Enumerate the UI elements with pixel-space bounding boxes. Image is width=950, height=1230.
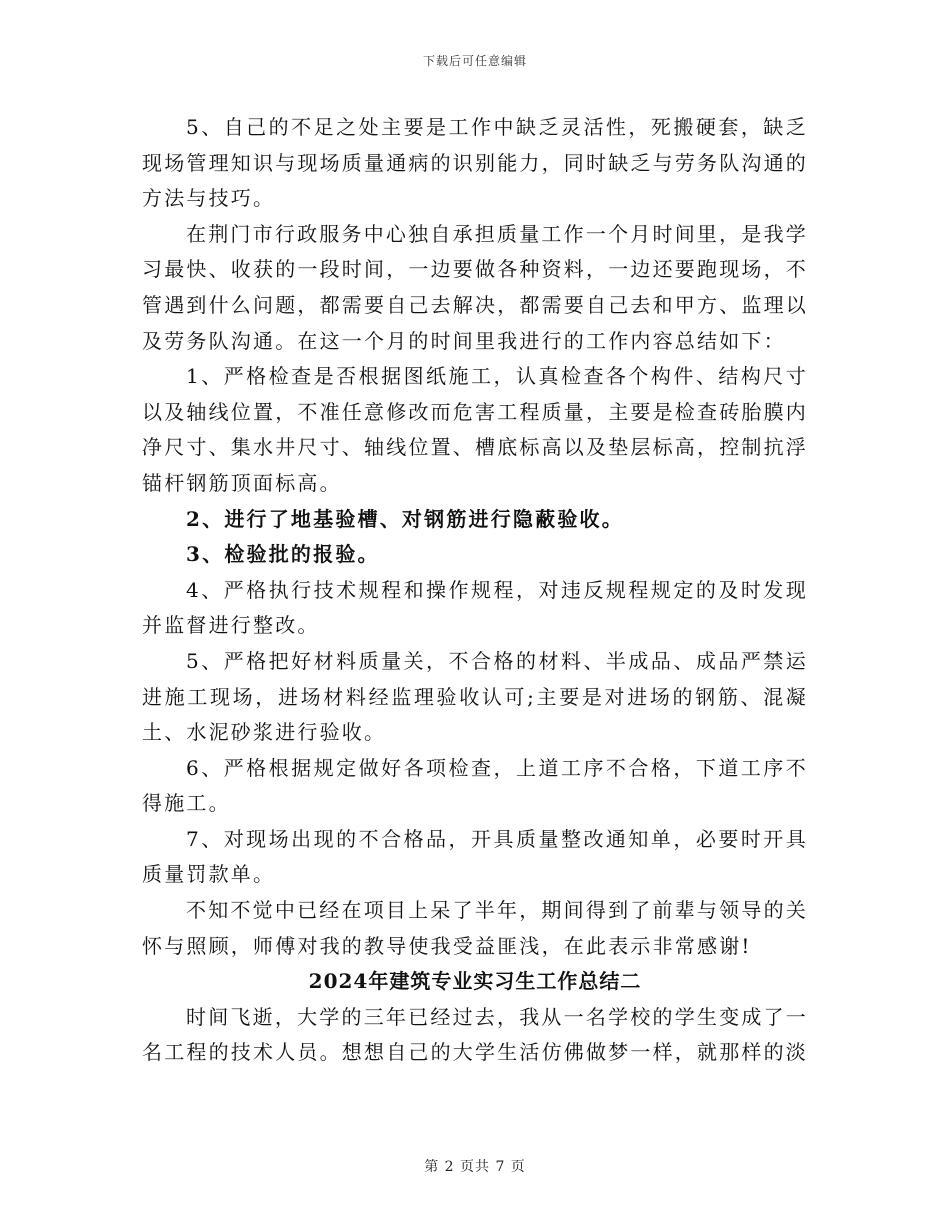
paragraph-shortcomings: 5、自己的不足之处主要是工作中缺乏灵活性，死搬硬套，缺乏现场管理知识与现场质量通病的识别能力，同时缺乏与劳务队沟通的方法与技巧。 (142, 115, 808, 211)
list-item-6: 6、严格根据规定做好各项检查，上道工序不合格，下道工序不得施工。 (142, 755, 808, 816)
list-item-2: 2、进行了地基验槽、对钢筋进行隐蔽验收。 (186, 506, 624, 531)
section-title: 2024年建筑专业实习生工作总结二 (308, 969, 642, 994)
paragraph-thanks: 不知不觉中已经在项目上呆了半年，期间得到了前辈与领导的关怀与照顾，师傅对我的教导使我受益匪浅，在此表示非常感谢! (142, 898, 808, 958)
list-item-7: 7、对现场出现的不合格品，开具质量整改通知单，必要时开具质量罚款单。 (142, 826, 808, 887)
paragraph-intro: 在荆门市行政服务中心独自承担质量工作一个月时间里，是我学习最快、收获的一段时间，一边要做各种资料，一边还要跑现场，不管遇到什么问题，都需要自己去解决，都需要自己去和甲方、监理以及劳务队沟通。在这一个月的时间里我进行的工作内容总结如下： (142, 221, 808, 353)
paragraph-section-two: 时间飞逝，大学的三年已经过去，我从一名学校的学生变成了一名工程的技术人员。想想自己的大学生活仿佛做梦一样，就那样的淡 (142, 1004, 808, 1065)
list-item-4: 4、严格执行技术规程和操作规程，对违反规程规定的及时发现并监督进行整改。 (142, 577, 808, 638)
document-body (142, 110, 808, 1071)
list-item-1: 1、严格检查是否根据图纸施工，认真检查各个构件、结构尺寸以及轴线位置，不准任意修改而危害工程质量，主要是检查砖胎膜内净尺寸、集水井尺寸、轴线位置、槽底标高以及垫层标高，控制抗浮锚杆钢筋顶面标高。 (142, 364, 808, 495)
page-footer: 第 2 页共 7 页 (424, 1159, 526, 1175)
list-item-5: 5、严格把好材料质量关，不合格的材料、半成品、成品严禁运进施工现场，进场材料经监理验收认可;主要是对进场的钢筋、混凝土、水泥砂浆进行验收。 (142, 648, 808, 745)
list-item-3: 3、检验批的报验。 (186, 542, 380, 567)
page-header: 下载后可任意编辑 (422, 54, 527, 68)
